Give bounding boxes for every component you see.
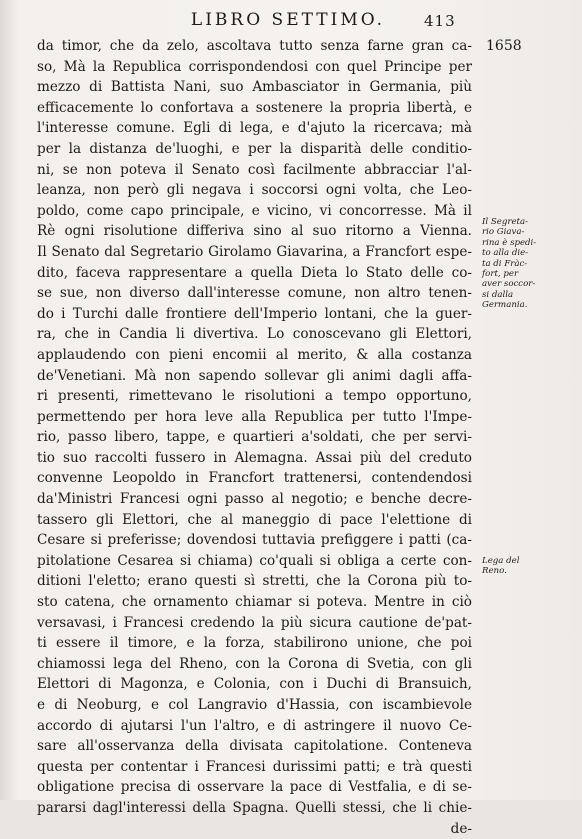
text-line: sto catena, che ornamento chiamar si poteva. Mentre in ciò <box>37 594 472 611</box>
margin-note-line: Il Segreta- <box>482 217 529 227</box>
body-text <box>37 36 472 839</box>
text-line: Cesare si preferisse; dovendosi tuttavia prefiggere i patti (ca- <box>37 532 472 549</box>
text-line: Il Senato dal Segretario Girolamo Giavarina, a Francfort espe- <box>37 243 472 260</box>
text-line: rio, passo libero, tappe, e quartieri a'soldati, che per servi- <box>37 429 472 446</box>
text-line: tassero gli Elettori, che al maneggio di pace l'elettione di <box>37 511 472 528</box>
text-line: do i Turchi dalle frontiere dell'Imperio lontani, che la guer- <box>37 305 472 322</box>
text-line: Rè ogni risolutione differiva sino al suo ritorno a Vienna. <box>37 223 472 240</box>
text-line: e di Neoburg, e col Langravio d'Hassia, con iscambievole <box>37 697 472 713</box>
margin-note-line: Lega del <box>482 556 520 566</box>
text-line: ni, se non poteva il Senato così facilmente abbracciar l'al- <box>37 161 472 178</box>
text-line: Elettori di Magonza, e Colonia, con i Duchi di Bransuich, <box>37 676 472 693</box>
text-line: mezzo di Battista Nani, suo Ambasciator in Germania, più <box>37 79 472 96</box>
text-line: ti essere il timore, e la forza, stabilirono unione, che poi <box>37 635 472 652</box>
text-line: de'Venetiani. Mà non sapendo sollevar gli animi dagli affa- <box>37 367 472 384</box>
margin-note-line: rina è spedi- <box>482 237 537 248</box>
text-line: pararsi dagl'interessi della Spagna. Quelli stessi, che li chie- <box>37 799 472 816</box>
margin-note-line: rio Giava- <box>482 227 525 238</box>
text-line: efficacemente lo confortava a sostenere la propria libertà, e <box>37 99 472 116</box>
text-line: permettendo per hora leve alla Republica per tutto l'Impe- <box>37 408 472 425</box>
text-line: de- <box>450 820 472 837</box>
text-line: da'Ministri Francesi ogni passo al negotio; e benche decre- <box>37 491 472 508</box>
text-line: ra, che in Candia li divertiva. Lo conoscevano gli Elettori, <box>37 326 472 343</box>
text-line: applaudendo con pieni encomii al merito, & alla costanza <box>37 346 472 363</box>
margin-note-line: Reno. <box>482 566 507 577</box>
margin-note-line: aver soccor- <box>482 279 536 290</box>
page-number: 413 <box>424 12 456 30</box>
text-line: l'interesse comune. Egli di lega, e d'ajuto la ricercava; mà <box>37 120 472 137</box>
text-line: per la distanza de'luoghi, e per la disparità delle conditio- <box>37 140 472 157</box>
text-line: dito, faceva rappresentare a quella Dieta lo Stato delle co- <box>37 264 472 281</box>
margin-note-line: ta di Fràc- <box>482 258 528 269</box>
text-line: tio suo raccolti fussero in Alemagna. Assai più del creduto <box>37 449 472 466</box>
text-line: convenne Leopoldo in Francfort trattenersi, contendendosi <box>37 470 472 487</box>
text-line: questa per contentar i Francesi durissimi patti; e trà questi <box>37 758 472 775</box>
margin-note-line: to alla die- <box>482 248 529 259</box>
text-line: versavasi, i Francesi credendo la più sicura cautione de'pat- <box>37 614 472 631</box>
text-line: poldo, come capo principale, e vicino, vi concorresse. Mà il <box>37 202 472 219</box>
running-title: LIBRO SETTIMO. <box>190 10 386 30</box>
text-line: accordo di ajutarsi l'un l'altro, e di astringere il nuovo Ce- <box>37 717 472 734</box>
text-line: chiamossi lega del Rheno, con la Corona di Svetia, con gli <box>37 655 472 672</box>
text-line: ri presenti, rimettevano le risolutioni a tempo opportuno, <box>37 388 472 405</box>
text-line: da timor, che da zelo, ascoltava tutto senza farne gran ca- <box>37 38 472 54</box>
text-line: pitolatione Cesarea si chiama) co'quali si obliga a certe con- <box>37 552 472 569</box>
margin-note-line: fort, per <box>482 269 519 280</box>
margin-note-line: si dalla <box>482 289 514 300</box>
text-line: sare all'osservanza della divisata capitolatione. Conteneva <box>37 738 472 755</box>
text-line: ditioni l'eletto; erano questi sì stretti, che la Corona più to- <box>37 573 472 590</box>
margin-year: 1658 <box>486 38 522 54</box>
text-line: so, Mà la Republica corrispondendosi con quel Principe per <box>37 58 472 75</box>
text-line: obligatione precisa di osservare la pace di Vestfalia, e di se- <box>37 779 472 796</box>
margin-note-lega-del-reno <box>482 556 562 577</box>
text-line: leanza, non però gli negava i soccorsi ogni volta, che Leo- <box>37 182 472 199</box>
margin-note-line: Germania. <box>482 300 528 311</box>
margin-note-segretario <box>482 217 562 311</box>
text-line: se sue, non diverso dall'interesse comune, non altro tenen- <box>37 285 472 302</box>
